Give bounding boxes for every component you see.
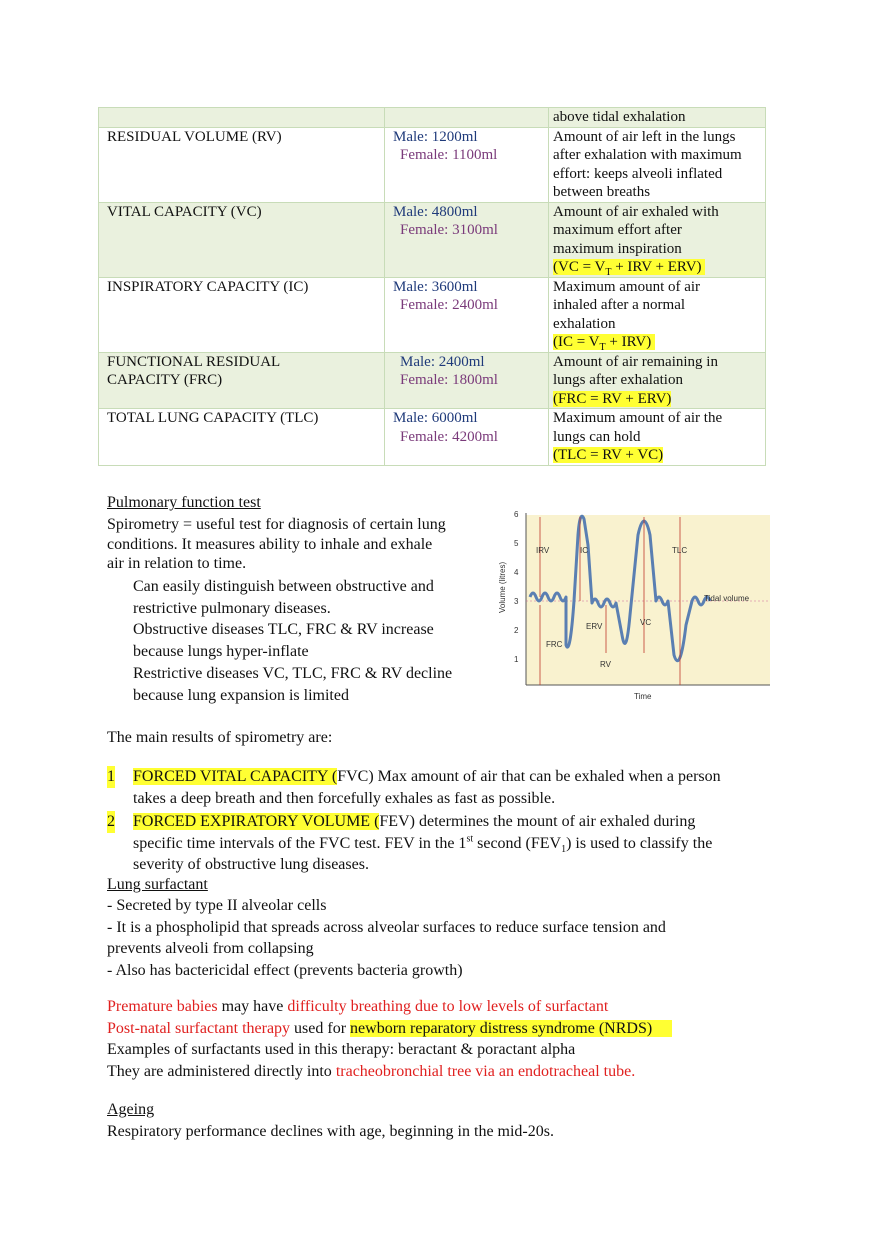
row-description	[549, 409, 766, 466]
table-row	[99, 352, 766, 409]
desc-line: lungs can hold	[553, 428, 641, 445]
formula: (TLC = RV + VC)	[553, 447, 664, 463]
male-value: Male: 4800ml	[393, 203, 478, 220]
spirometry-diagram	[494, 505, 774, 703]
desc-line: inhaled after a normal	[553, 297, 686, 313]
table-row	[99, 277, 766, 352]
female-value: Female: 4200ml	[400, 428, 498, 445]
table-row	[99, 202, 766, 277]
row-description	[549, 127, 766, 202]
ageing-text: Respiratory performance declines with age, beginning in the mid-20s.	[107, 1123, 554, 1140]
vc-label: VC	[640, 618, 652, 627]
desc-line: Amount of air left in the lungs	[553, 128, 736, 145]
row-name: TOTAL LUNG CAPACITY (TLC)	[99, 409, 385, 466]
female-value: Female: 1800ml	[400, 372, 498, 388]
male-value: Male: 1200ml	[393, 128, 478, 145]
desc-line: exhalation	[553, 315, 616, 332]
tick-label: 1	[514, 655, 519, 664]
row-name: VITAL CAPACITY (VC)	[99, 202, 385, 277]
desc-line: Amount of air exhaled with	[553, 203, 719, 220]
results-intro: The main results of spirometry are:	[107, 729, 333, 746]
desc-line: maximum inspiration	[553, 240, 682, 257]
male-value: Male: 3600ml	[393, 278, 478, 295]
row-name: RESIDUAL VOLUME (RV)	[99, 127, 385, 202]
row-name: FUNCTIONAL RESIDUAL CAPACITY (FRC)	[99, 352, 385, 409]
surfactant-body: - Secreted by type II alveolar cells - It is a phospholipid that spreads across alveolar surfaces to reduce surface tension and prevents alveoli from collapsing - Also has bactericidal effect (prevents bacteria growth)	[107, 897, 666, 979]
tick-label: 3	[514, 597, 519, 606]
desc-line: Maximum amount of air the	[553, 410, 723, 426]
female-value: Female: 2400ml	[400, 297, 498, 313]
tick-label: 4	[514, 568, 519, 577]
desc-line: lungs after exhalation	[553, 372, 683, 388]
y-ticks	[514, 510, 519, 664]
table-cell	[549, 108, 766, 128]
row-description	[549, 277, 766, 352]
tidal-label: Tidal volume	[704, 594, 750, 603]
female-value: Female: 1100ml	[400, 147, 498, 163]
frc-label: FRC	[546, 640, 563, 649]
desc-line: between breaths	[553, 184, 651, 200]
pft-heading: Pulmonary function test	[107, 494, 261, 511]
desc-line: maximum effort after	[553, 222, 682, 238]
tick-label: 6	[514, 510, 519, 519]
ageing-heading: Ageing	[107, 1101, 155, 1118]
tlc-label: TLC	[672, 546, 688, 555]
table-cell	[99, 108, 385, 128]
desc-line: Amount of air remaining in	[553, 353, 718, 370]
erv-label: ERV	[586, 622, 603, 631]
row-description	[549, 352, 766, 409]
surfactant-notes: Premature babies may have difficulty breathing due to low levels of surfactant Post-natal surfactant therapy used for newborn reparatory distress syndrome (NRDS) Examples of surfactants used in this therapy: beractant & poractant alpha They are administered directly into tracheobronchial tree via an endotracheal tube.	[107, 996, 807, 1082]
x-axis-label: Time	[634, 692, 652, 701]
table-row	[99, 108, 766, 128]
table-cell	[385, 108, 549, 128]
table-row	[99, 127, 766, 202]
y-axis-label: Volume (litres)	[498, 561, 507, 613]
tick-label: 2	[514, 626, 519, 635]
rv-label: RV	[600, 660, 611, 669]
irv-label: IRV	[536, 546, 550, 555]
male-value: Male: 6000ml	[393, 410, 478, 426]
lung-volumes-table	[98, 107, 766, 466]
tick-label: 5	[514, 539, 519, 548]
pft-intro: Spirometry = useful test for diagnosis of certain lung conditions. It measures ability to inhale and exhale air in relation to time.	[107, 516, 446, 572]
row-description: above tidal exhalation	[553, 109, 686, 125]
female-value: Female: 3100ml	[400, 222, 498, 238]
table-row	[99, 409, 766, 466]
male-value: Male: 2400ml	[400, 353, 485, 370]
surfactant-heading: Lung surfactant	[107, 876, 208, 893]
desc-line: effort: keeps alveoli inflated	[553, 165, 723, 182]
row-name: INSPIRATORY CAPACITY (IC)	[99, 277, 385, 352]
formula: ($VC = V_T$ + IRV + ERV)	[553, 258, 765, 277]
desc-line: Maximum amount of air	[553, 278, 701, 295]
formula: (FRC = RV + ERV)	[553, 390, 672, 407]
row-description	[549, 202, 766, 277]
desc-line: after exhalation with maximum	[553, 147, 742, 163]
formula: $(IC = V_T + IRV)$	[553, 333, 765, 352]
ic-label: IC	[580, 546, 588, 555]
